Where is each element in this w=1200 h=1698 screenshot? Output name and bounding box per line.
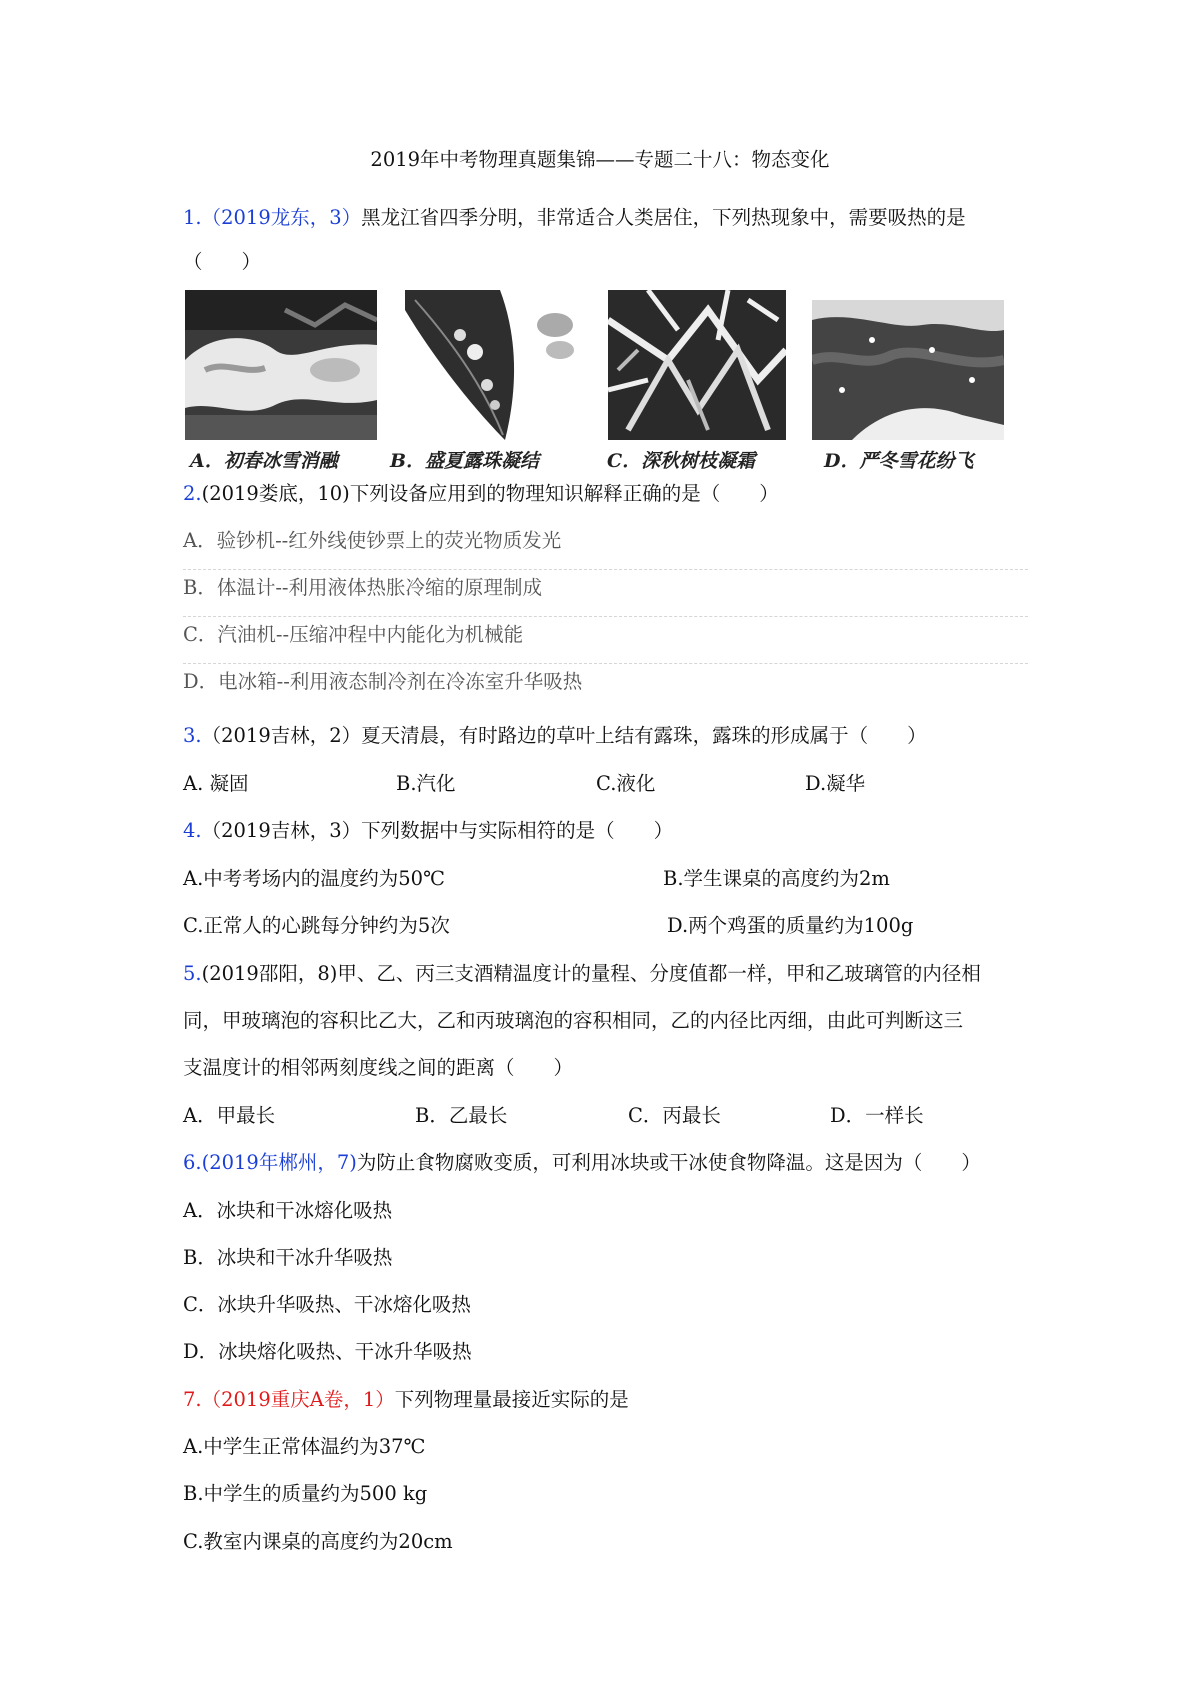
question-text: （2019吉林，3）下列数据中与实际相符的是（ ） xyxy=(201,819,674,842)
question-source: （2019龙东，3） xyxy=(201,206,362,229)
question-number: 2. xyxy=(183,482,202,505)
option-a: A．冰块和干冰熔化吸热 xyxy=(183,1199,393,1222)
option-c: C.液化 xyxy=(596,772,656,795)
option-a: A.中学生正常体温约为37℃ xyxy=(183,1435,426,1458)
snow-tree-photo xyxy=(812,300,1004,440)
question-source: (2019年郴州，7) xyxy=(201,1151,357,1174)
option-c: C.教室内课桌的高度约为20cm xyxy=(183,1530,453,1553)
divider xyxy=(183,569,1028,570)
question-number: 5. xyxy=(183,962,202,985)
option-d: D.凝华 xyxy=(805,772,866,795)
option-d: D.两个鸡蛋的质量约为100g xyxy=(667,914,914,937)
answer-blank: （ ） xyxy=(183,250,262,273)
question-2 xyxy=(183,480,779,508)
option-d: D．一样长 xyxy=(830,1104,924,1127)
dew-leaf-photo xyxy=(405,290,583,440)
image-caption-c: C．深秋树枝凝霜 xyxy=(607,450,756,472)
image-caption-b: B．盛夏露珠凝结 xyxy=(390,450,540,472)
image-caption-d: D．严冬雪花纷飞 xyxy=(824,450,974,472)
option-a: A．验钞机--红外线使钞票上的荧光物质发光 xyxy=(183,529,562,552)
page-title: 2019年中考物理真题集锦——专题二十八：物态变化 xyxy=(370,148,830,171)
question-number: 4. xyxy=(183,819,202,842)
question-number: 1. xyxy=(183,206,202,229)
option-c: C.正常人的心跳每分钟约为5次 xyxy=(183,914,450,937)
question-7 xyxy=(183,1386,629,1414)
question-text-line-3: 支温度计的相邻两刻度线之间的距离（ ） xyxy=(183,1056,574,1079)
question-6 xyxy=(183,1149,981,1177)
question-3 xyxy=(183,722,927,750)
question-text: （2019吉林，2）夏天清晨，有时路边的草叶上结有露珠，露珠的形成属于（ ） xyxy=(201,724,927,747)
option-a: A. 凝固 xyxy=(183,772,249,795)
option-b: B.中学生的质量约为500 kg xyxy=(183,1482,428,1505)
frost-branch-photo xyxy=(608,290,786,440)
option-a: A.中考考场内的温度约为50℃ xyxy=(183,867,445,890)
option-c: C．汽油机--压缩冲程中内能化为机械能 xyxy=(183,623,524,646)
question-source: 7.（2019重庆A卷，1） xyxy=(183,1388,395,1411)
option-b: B．冰块和干冰升华吸热 xyxy=(183,1246,393,1269)
option-b: B.学生课桌的高度约为2m xyxy=(663,867,890,890)
melting-ice-photo xyxy=(185,290,377,440)
option-c: C．丙最长 xyxy=(628,1104,721,1127)
question-text: 为防止食物腐败变质，可利用冰块或干冰使食物降温。这是因为（ ） xyxy=(356,1151,981,1174)
question-text: 下列物理量最接近实际的是 xyxy=(394,1388,629,1411)
divider xyxy=(183,663,1028,664)
divider xyxy=(183,616,1028,617)
option-d: D．电冰箱--利用液态制冷剂在冷冻室升华吸热 xyxy=(183,670,583,693)
option-b: B．体温计--利用液体热胀冷缩的原理制成 xyxy=(183,576,543,599)
option-c: C．冰块升华吸热、干冰熔化吸热 xyxy=(183,1293,471,1316)
option-a: A．甲最长 xyxy=(183,1104,276,1127)
option-b: B．乙最长 xyxy=(415,1104,508,1127)
question-text: 黑龙江省四季分明，非常适合人类居住，下列热现象中，需要吸热的是 xyxy=(361,206,966,229)
option-b: B.汽化 xyxy=(396,772,456,795)
question-text-line-2: 同，甲玻璃泡的容积比乙大，乙和丙玻璃泡的容积相同，乙的内径比丙细，由此可判断这三 xyxy=(183,1009,964,1032)
option-d: D．冰块熔化吸热、干冰升华吸热 xyxy=(183,1340,472,1363)
image-caption-a: A．初春冰雪消融 xyxy=(190,450,338,472)
question-5 xyxy=(183,960,981,988)
question-text-line-1: (2019邵阳，8)甲、乙、丙三支酒精温度计的量程、分度值都一样，甲和乙玻璃管的内径相 xyxy=(201,962,981,985)
question-number: 6. xyxy=(183,1151,202,1174)
question-4 xyxy=(183,817,673,845)
question-1 xyxy=(183,204,966,232)
question-number: 3. xyxy=(183,724,202,747)
question-text: (2019娄底，10)下列设备应用到的物理知识解释正确的是（ ） xyxy=(201,482,779,505)
